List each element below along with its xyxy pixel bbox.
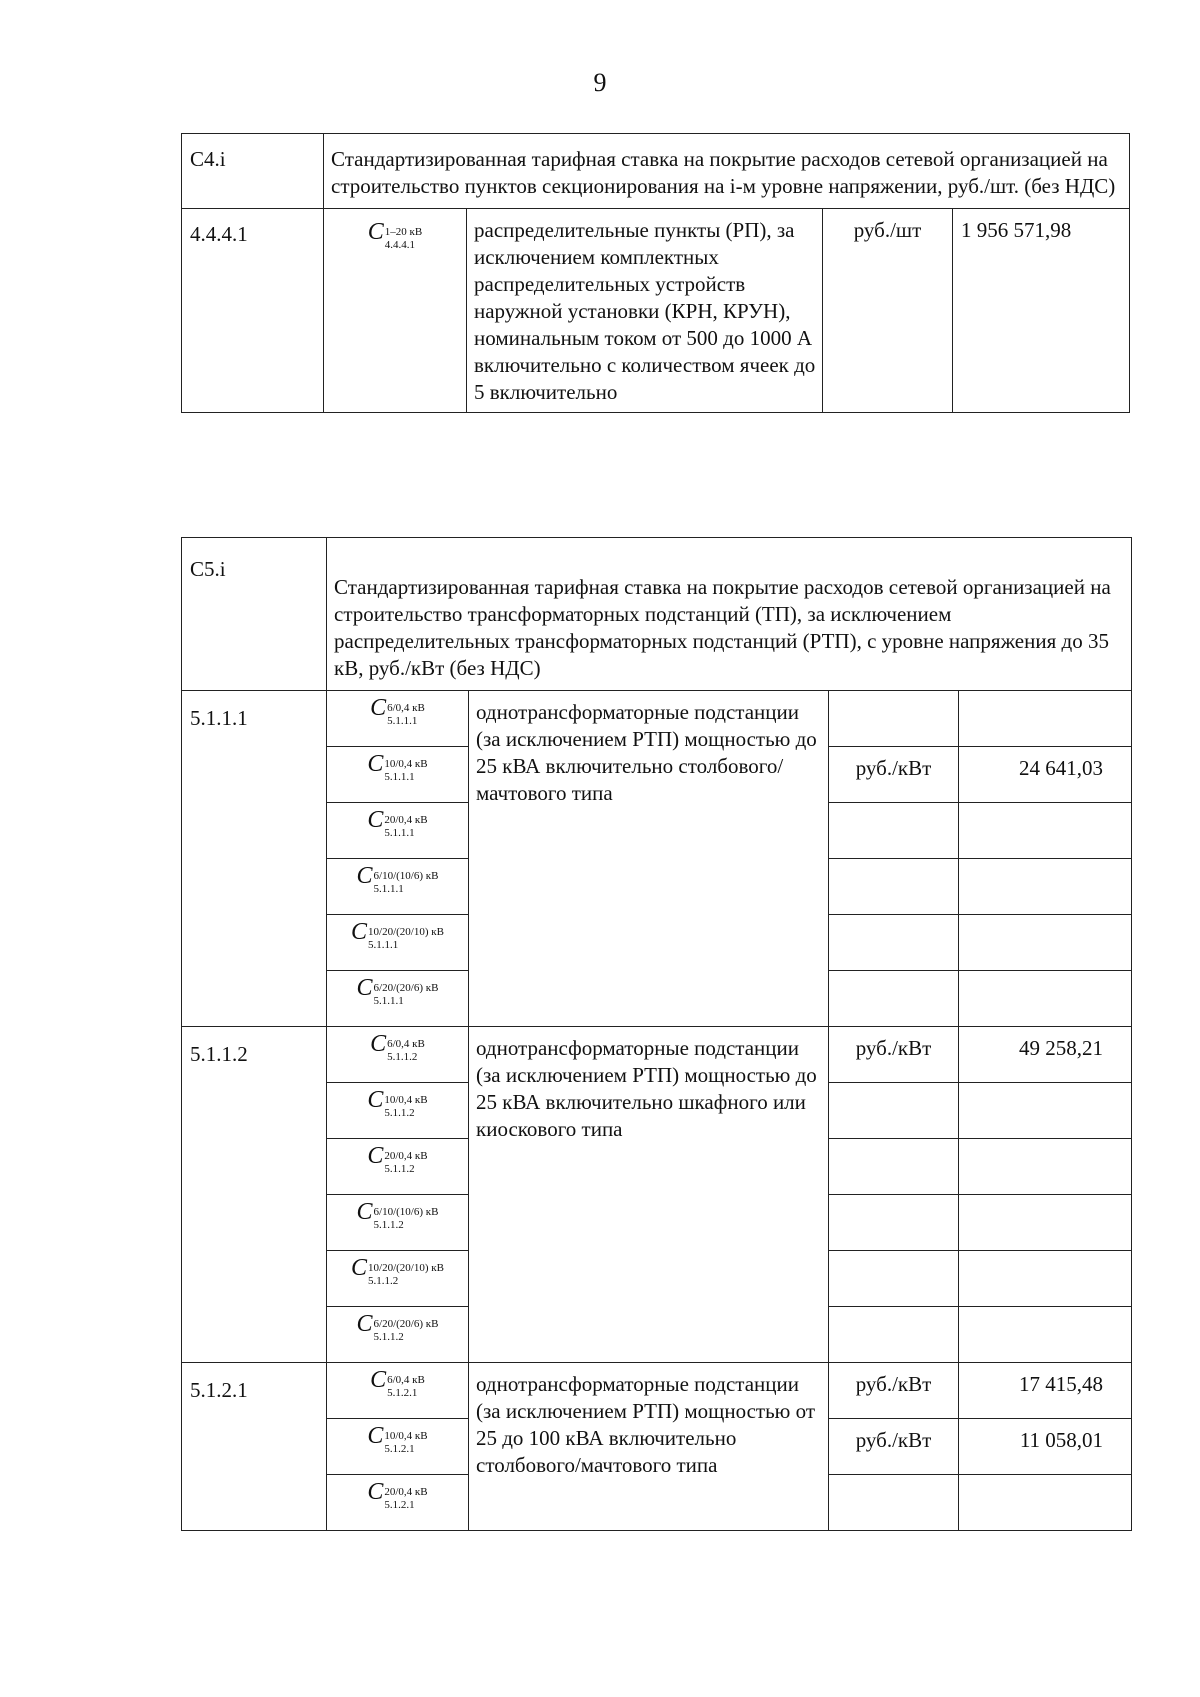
tariff-symbol: C 10/0,4 кВ 5.1.2.1	[327, 1419, 469, 1475]
row-unit	[829, 1475, 959, 1531]
row-unit	[829, 971, 959, 1027]
table-row	[182, 209, 1130, 413]
tariff-symbol: C 10/0,4 кВ 5.1.1.1	[327, 747, 469, 803]
section-code: C4.i	[182, 134, 324, 209]
tariff-symbol: C 6/0,4 кВ 5.1.1.1	[327, 691, 469, 747]
row-value	[959, 1083, 1132, 1139]
tariff-symbol: C 10/20/(20/10) кВ 5.1.1.1	[327, 915, 469, 971]
row-value	[959, 915, 1132, 971]
tariff-symbol: C 6/0,4 кВ 5.1.2.1	[327, 1363, 469, 1419]
row-unit	[829, 691, 959, 747]
page-number: 9	[593, 68, 607, 97]
tariff-symbol: C 6/20/(20/6) кВ 5.1.1.1	[327, 971, 469, 1027]
row-unit: руб./кВт	[829, 747, 959, 803]
row-value	[959, 1475, 1132, 1531]
table-row	[182, 1027, 1132, 1083]
tariff-table-c5	[181, 537, 1132, 1531]
table-header-row	[182, 134, 1130, 209]
table-row	[182, 1363, 1132, 1419]
tariff-symbol: C 20/0,4 кВ 5.1.2.1	[327, 1475, 469, 1531]
row-value: 1 956 571,98	[953, 209, 1130, 413]
row-unit	[829, 1083, 959, 1139]
table-header-row	[182, 538, 1132, 691]
tariff-symbol: C 20/0,4 кВ 5.1.1.1	[327, 803, 469, 859]
row-unit	[829, 1139, 959, 1195]
row-value	[959, 803, 1132, 859]
row-value: 11 058,01	[959, 1419, 1132, 1475]
row-unit: руб./шт	[823, 209, 953, 413]
tariff-symbol: C 6/10/(10/6) кВ 5.1.1.2	[327, 1195, 469, 1251]
row-description: однотрансформаторные подстанции (за исключением РТП) мощностью до 25 кВА включительно столбового/мачтового типа	[469, 691, 829, 1027]
tariff-symbol: C 20/0,4 кВ 5.1.1.2	[327, 1139, 469, 1195]
row-value	[959, 1251, 1132, 1307]
row-code: 4.4.4.1	[182, 209, 324, 413]
row-unit: руб./кВт	[829, 1363, 959, 1419]
row-value	[959, 1195, 1132, 1251]
tariff-symbol: C 6/10/(10/6) кВ 5.1.1.1	[327, 859, 469, 915]
row-code: 5.1.1.1	[182, 691, 327, 1027]
row-unit	[829, 859, 959, 915]
tariff-symbol: C 10/0,4 кВ 5.1.1.2	[327, 1083, 469, 1139]
tariff-symbol: C 6/0,4 кВ 5.1.1.2	[327, 1027, 469, 1083]
row-unit	[829, 803, 959, 859]
row-value	[959, 1307, 1132, 1363]
row-unit: руб./кВт	[829, 1027, 959, 1083]
section-code: C5.i	[182, 538, 327, 691]
row-unit	[829, 1307, 959, 1363]
row-description: распределительные пункты (РП), за исключением комплектных распределительных устройств наружной установки (КРН, КРУН), номинальным током от 500 до 1000 А включительно с количеством ячеек до 5 включительно	[467, 209, 823, 413]
tariff-symbol: C 1–20 кВ 4.4.4.1	[324, 209, 467, 413]
row-value	[959, 859, 1132, 915]
row-description: однотрансформаторные подстанции (за исключением РТП) мощностью от 25 до 100 кВА включительно столбового/мачтового типа	[469, 1363, 829, 1531]
row-description: однотрансформаторные подстанции (за исключением РТП) мощностью до 25 кВА включительно шкафного или киоскового типа	[469, 1027, 829, 1363]
row-code: 5.1.2.1	[182, 1363, 327, 1531]
row-code: 5.1.1.2	[182, 1027, 327, 1363]
row-unit	[829, 1251, 959, 1307]
row-value: 17 415,48	[959, 1363, 1132, 1419]
section-title: Стандартизированная тарифная ставка на покрытие расходов сетевой организацией на строительство пунктов секционирования на i-м уровне напряжении, руб./шт. (без НДС)	[324, 134, 1130, 209]
row-value	[959, 691, 1132, 747]
tariff-symbol: C 10/20/(20/10) кВ 5.1.1.2	[327, 1251, 469, 1307]
row-value	[959, 971, 1132, 1027]
row-unit: руб./кВт	[829, 1419, 959, 1475]
section-title: Стандартизированная тарифная ставка на покрытие расходов сетевой организацией на строительство трансформаторных подстанций (ТП), за исключением распределительных трансформаторных подстанций (РТП), с уровне напряжения до 35 кВ, руб./кВт (без НДС)	[327, 538, 1132, 691]
tariff-symbol: C 6/20/(20/6) кВ 5.1.1.2	[327, 1307, 469, 1363]
tariff-table-c4	[181, 133, 1130, 413]
row-value: 49 258,21	[959, 1027, 1132, 1083]
row-unit	[829, 915, 959, 971]
table-row	[182, 691, 1132, 747]
row-value: 24 641,03	[959, 747, 1132, 803]
row-value	[959, 1139, 1132, 1195]
row-unit	[829, 1195, 959, 1251]
